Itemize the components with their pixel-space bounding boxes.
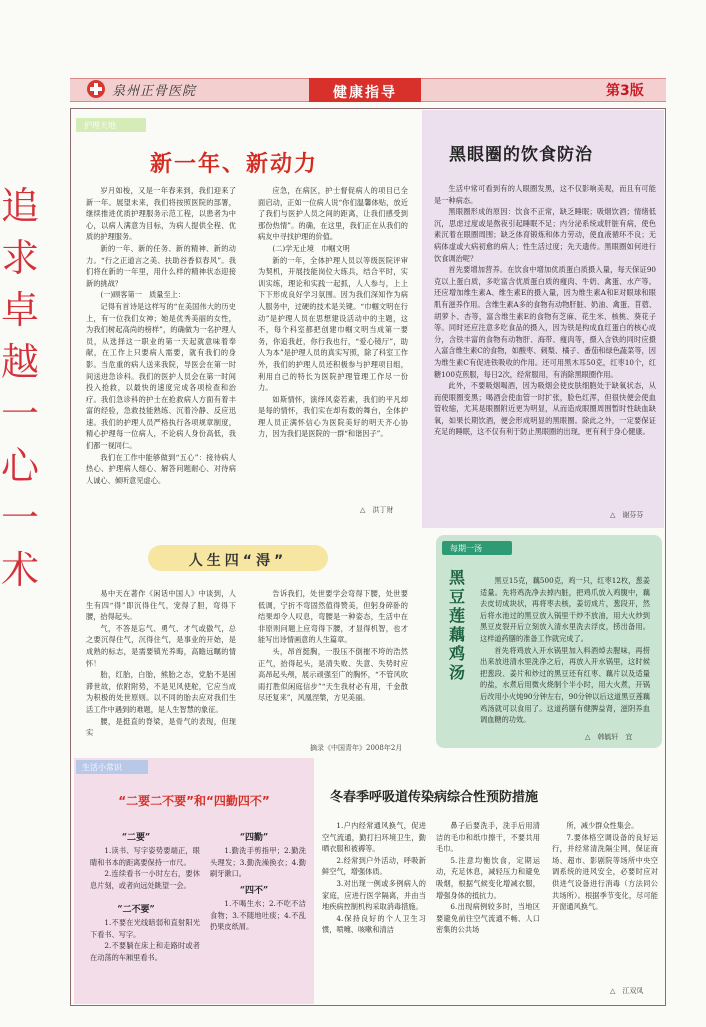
paragraph: 黑眼圈形成的原因：饮食不正常，缺乏睡眠；吸烟饮酒；情绪低沉，思虑过度或是熬夜引起睡眠不足；内分泌系统或肝脏有病，使色素沉着在眼圈周围；缺乏体育锻炼和体力劳动，使血液循环不良；无病体虚或大病初愈的病人；性生活过度；先天遗传。黑眼圈如何进行饮食调治呢？ <box>434 207 656 263</box>
page-number: 第3版 <box>606 83 644 99</box>
new-year-col-2 <box>258 185 408 505</box>
list-item: 1.读书、写字姿势要端正，眼睛和书本的距离要保持一市尺。 <box>90 846 200 867</box>
hospital-name: 泉州正骨医院 <box>112 84 197 99</box>
recipe-name: 黑豆莲藕鸡汤 <box>449 568 466 682</box>
recipe-tag-label: 每期一汤 <box>450 544 482 553</box>
paragraph: 应急，在病区，护士督促病人的项目已全面启动，正如一位病人说“你们温馨体贴，放近了我们与医护人员之间的距离，让我们感受到那份热情”。的确，在这里，我们正在从我们的病友中寻找护理的价值。 <box>258 186 408 242</box>
tips-group-1 <box>90 845 200 891</box>
new-year-author: △ 洪丁财 <box>360 506 394 514</box>
new-year-title: 新一年、新动力 <box>150 152 319 177</box>
paragraph: 岁月如梭，又是一年春来到，我们迎来了新一年。展望未来，我们将按照医院的部署，继续推进优质护理服务示范工程，以患者为中心，以病人满意为目标，为病人提供全程、优质的护理服务。 <box>86 186 236 242</box>
recipe-author: △ 韩毓轩 宜 <box>585 733 633 741</box>
paragraph: 头，昂首挺胸，一股压不倒摧不垮的浩然正气，抬得起头，是清失败、失意、失势时应高昂起头颅，展示顽强至广的胸怀，“不管风吹雨打胜似闲庭信步”“天生我材必有用，千金散尽还复来”，风凰涅槃，方见美丽。 <box>258 646 408 703</box>
life-source: 摘录《中国青年》2008年2月 <box>310 744 403 752</box>
paragraph: 1.户内经常通风换气，促进空气流通，勤打扫环境卫生，勤晒衣服和被褥等。 <box>322 821 426 854</box>
paragraph: 5.注意均衡饮食，定期运动，充足休息，减轻压力和避免吸烟，根据气候变化增减衣服，增强身体的抵抗力。 <box>436 855 540 900</box>
paragraph: 此外，不要吸烟喝酒，因为吸烟会使皮肤细胞处于缺氧状态，从而使眼圈变黑；喝酒会使血管一时扩张，脸色红浑，但很快便会使血管收缩，尤其是眼圈附近更为明显，从而造成眼圈周围暂时性缺血缺氧，如果长期饮酒，便会形成明显的黑眼圈。除此之外，一定要保证充足的睡眠，这不仅有利于防止黑眼圈的出现，更有利于身心健康。 <box>434 381 656 437</box>
paragraph: 我们在工作中能够做到“五心”：接待病人热心、护理病人细心、解答问题耐心、对待病人诚心、倾听意见虚心。 <box>86 452 236 485</box>
section-title: 健康指导 <box>333 85 397 101</box>
flu-col-3 <box>552 820 658 980</box>
list-item: 2.连续看书一小时左右，要休息片刻，或者向远处眺望一会。 <box>90 869 200 890</box>
flu-title: 冬春季呼吸道传染病综合性预防措施 <box>330 790 539 805</box>
dark-circles-title: 黑眼圈的饮食防治 <box>449 145 593 165</box>
dark-circles-text <box>434 183 656 499</box>
list-item: 1.不喝生水；2.不吃不洁食物；3.不随地吐痰；4.不乱扔果皮纸屑。 <box>210 899 306 932</box>
paragraph: 生活中常可看到有的人眼圈发黑，这不仅影响美观，而且有可能是一种病态。 <box>434 184 656 205</box>
paragraph: 所，减少群众性集会。 <box>566 821 639 830</box>
recipe-text <box>480 575 650 725</box>
new-year-col-1 <box>86 185 236 513</box>
tips-group-2 <box>90 917 200 963</box>
tips-tag-label: 生活小常识 <box>82 763 122 772</box>
paragraph: 腰，是挺直的脊梁，是骨气的表现，但现实 <box>86 716 236 738</box>
flu-col-1 <box>322 820 426 1000</box>
paragraph: 4.保持良好的个人卫生习惯，喷嚏、咳嗽和清洁 <box>322 913 426 935</box>
nursing-tag-label: 护理天地 <box>84 121 116 130</box>
paragraph: 3.对出现一例或多例病人的家庭，应进行医学隔离，并由当地疾病控制机构采取消毒措施。 <box>322 878 426 912</box>
tips-group-3 <box>210 845 306 880</box>
paragraph: 2.经常到户外活动，呼吸新鲜空气，增强体质。 <box>322 855 426 877</box>
list-item: 2.不要躺在床上和走路时或者在动荡的车厢里看书。 <box>90 941 200 962</box>
paragraph: 气，不答是忘气、勇气、才气或傲气，总之要沉得住气，沉得住气，是事业的开始，是成熟的标志，是需要镇光养晦，高瞻远瞩的情怀！ <box>86 623 236 668</box>
paragraph: 黑豆15克，藕500克，鸡一只，红枣12枚，葱姜适量。先将鸡洗净去掉内脏，把鸡爪放入鸡腹中，藕去皮切成块状，再将枣去核，姜切成片，葱段开，然后将水池过的黑豆放入锅里干炒不放油，用大火炒到黑豆皮裂开后立刻放入清水里洗去浮皮，捞出备用。这样道药膳的准备工作就完成了。 <box>480 576 650 643</box>
paragraph: 7.要体格空调设备的良好运行，并经常清洗隔尘网，保证商场、超市、影剧院等场所中央空调系统的进风安全，必要时应对供进气设备进行消毒（方法同公共场所）。根据季节变化，尽可能开窗通风换气。 <box>552 832 658 912</box>
dark-circles-author: △ 谢芬芬 <box>610 511 644 519</box>
paragraph: 6.出现病例较多时，当地区要避免前往空气流通不畅、人口密集的公共场 <box>436 902 540 935</box>
hospital-cross-icon <box>87 80 105 98</box>
tips-group-4 <box>210 898 306 933</box>
paragraph: 胎，红胎，白胎，熊胎之态，党胎不是困滞世故，依附附势，不是见风使舵，它应当成为积极的处世原则。以不同的胎去应对我们生活工作中遇到的难题，是人生智慧的象征。 <box>86 670 236 714</box>
paragraph: (二)学无止境 巾帼文明 <box>272 243 350 253</box>
tips-group-4-head: “四不” <box>239 886 269 896</box>
paragraph: 如斯情怀，演绎风姿若素，我们的平凡却是每的情怀，我们实在却有数的舞台，全体护理人员正满怀信心为医院美好的明天齐心协力，因为我们是医院的一群“和谐因子”。 <box>258 394 408 439</box>
flu-author: △ 江双凤 <box>610 987 644 995</box>
paragraph: 新的一年、新的任务、新的精神、新的动力。“行之正道言之美、扶助谷香似春风”。我们将在新的一年里，用什么样的精神状态迎接新的挑战？ <box>86 243 236 288</box>
life-title: 人生四“淂” <box>188 553 288 569</box>
list-item: 1.不要在光线暗弱和直射阳光下看书、写字。 <box>90 918 200 939</box>
list-item: 1.勤洗手剪指甲；2.勤洗头理发；3.勤洗澡换衣；4.勤刷牙漱口。 <box>210 846 306 879</box>
tips-group-2-head: “二不要” <box>117 905 155 915</box>
flu-col-2 <box>436 820 540 1000</box>
paragraph: 记得有首诗是这样写的“在美国伟大的历史上，有一位我们女神；她是优秀美丽的女性，为我们树起高尚的榜样”，的确做为一名护理人员，从选择这一职业的第一天起就意味着奉献，在工作上只要病人需要，就有我们的身影。当危重的病人送来我院，导医会在第一时间送进急诊科。我们的医护人员会在第一时间投入抢救，以最快的速度完成各项检查和治疗。我们急诊科的护士在抢救病人方面有着丰富的经验，急救技能熟练、沉着冷静、反应迅速。我们的护理人员严格执行各项规章制度，精心护理每一位病人，不论病人身份高低，我们都一视同仁。 <box>86 301 236 451</box>
paragraph: 首先将鸡放入开水锅里加入料酒焯去腥味，再捞出来放进清水里洗净之后，再放入开水锅里，这时候把葱段、姜片和炒过的黑豆还有红枣、藕片以及适量的盐，水煮后用微火烧制个半小时，用大火煮，开锅后改用小火炖90分钟左右，90分钟以后这道黑豆莲藕鸡汤就可以食用了。这道药膳有健脾益肾，滋阴养血调血糖的功效。 <box>480 645 650 725</box>
side-slogan: 追求卓越 一心一术 <box>1 184 40 592</box>
paragraph: 新的一年，全体护理人员以等级医院评审为契机，开展技能岗位大练兵，结合平时，实训实练，理论和实践一起抓，人人参与，上上下下形成良好学习氛围。因为我们深知作为病人服务中，过硬的技术是关键。“巾帼文明在行动”是护理人员在思想建设活动中的主题，这不，每个科室都把创建巾帼文明当成第一要务，你追我赶，你行我也行，“爱心镜厅”，助人为本”是护理人员的真实写照，除了科室工作外，我们的护理人员还积极参与护理项目组，利用自己的特长为医院护理管理工作尽一份力。 <box>258 255 408 393</box>
life-col-2 <box>258 588 408 738</box>
paragraph: 鼻子后要洗手，洗手后用清洁的毛巾和纸巾擦干，不要共用毛巾。 <box>436 821 540 854</box>
tips-group-3-head: “四勤” <box>239 833 269 843</box>
paragraph: 易中天在著作《闲话中国人》中谈到，人生有四“得”即沉得住气，宠得了胆，弯得下腰，抬得起头。 <box>86 589 236 622</box>
paragraph: (一)顾客第一 质量至上： <box>100 290 186 300</box>
tips-title: “二要二不要”和“四勤四不” <box>118 794 270 808</box>
life-col-1 <box>86 588 236 756</box>
tips-group-1-head: “二要” <box>121 833 151 843</box>
paragraph: 首先要增加营养。在饮食中增加优质蛋白质摄入量，每天保证90克以上蛋白质，多吃富含优质蛋白质的瘦肉、牛奶、禽蛋、水产等。还应增加维生素A、维生素E的摄入量，因为维生素A和E对眼球和眼肌有滋养作用。含维生素A多的食物有动物肝脏、奶油、禽蛋、苜蓿、胡萝卜、杏等，富含维生素E的食物有芝麻、花生米、核桃、葵花子等。同时还应注意多吃食品的摄入，因为铁是构成血红蛋白的核心成分，含铁丰富的食物有动物肝、海带、瘦肉等，摄入含铁的同时应摄入富含维生素C的食物，如酸枣、刺梨、橘子、番茄和绿色蔬菜等，因为维生素C有促进铁吸收的作用。还可用黑木耳50克，红枣10个，红糖100克煎服，每日2次，经常服用，有消除黑眼圈作用。 <box>434 265 656 379</box>
paragraph: 告诉我们，处世要学会弯得下腰，处世要低调，宁折不弯固然值得赞美，但躬身碎卧的结果却令人叹息，弯腰是一种姿态，生活中在非原则问题上应弯得下腰，才显得机智，也才能写出诗情画意的人生篇章。 <box>258 589 408 645</box>
